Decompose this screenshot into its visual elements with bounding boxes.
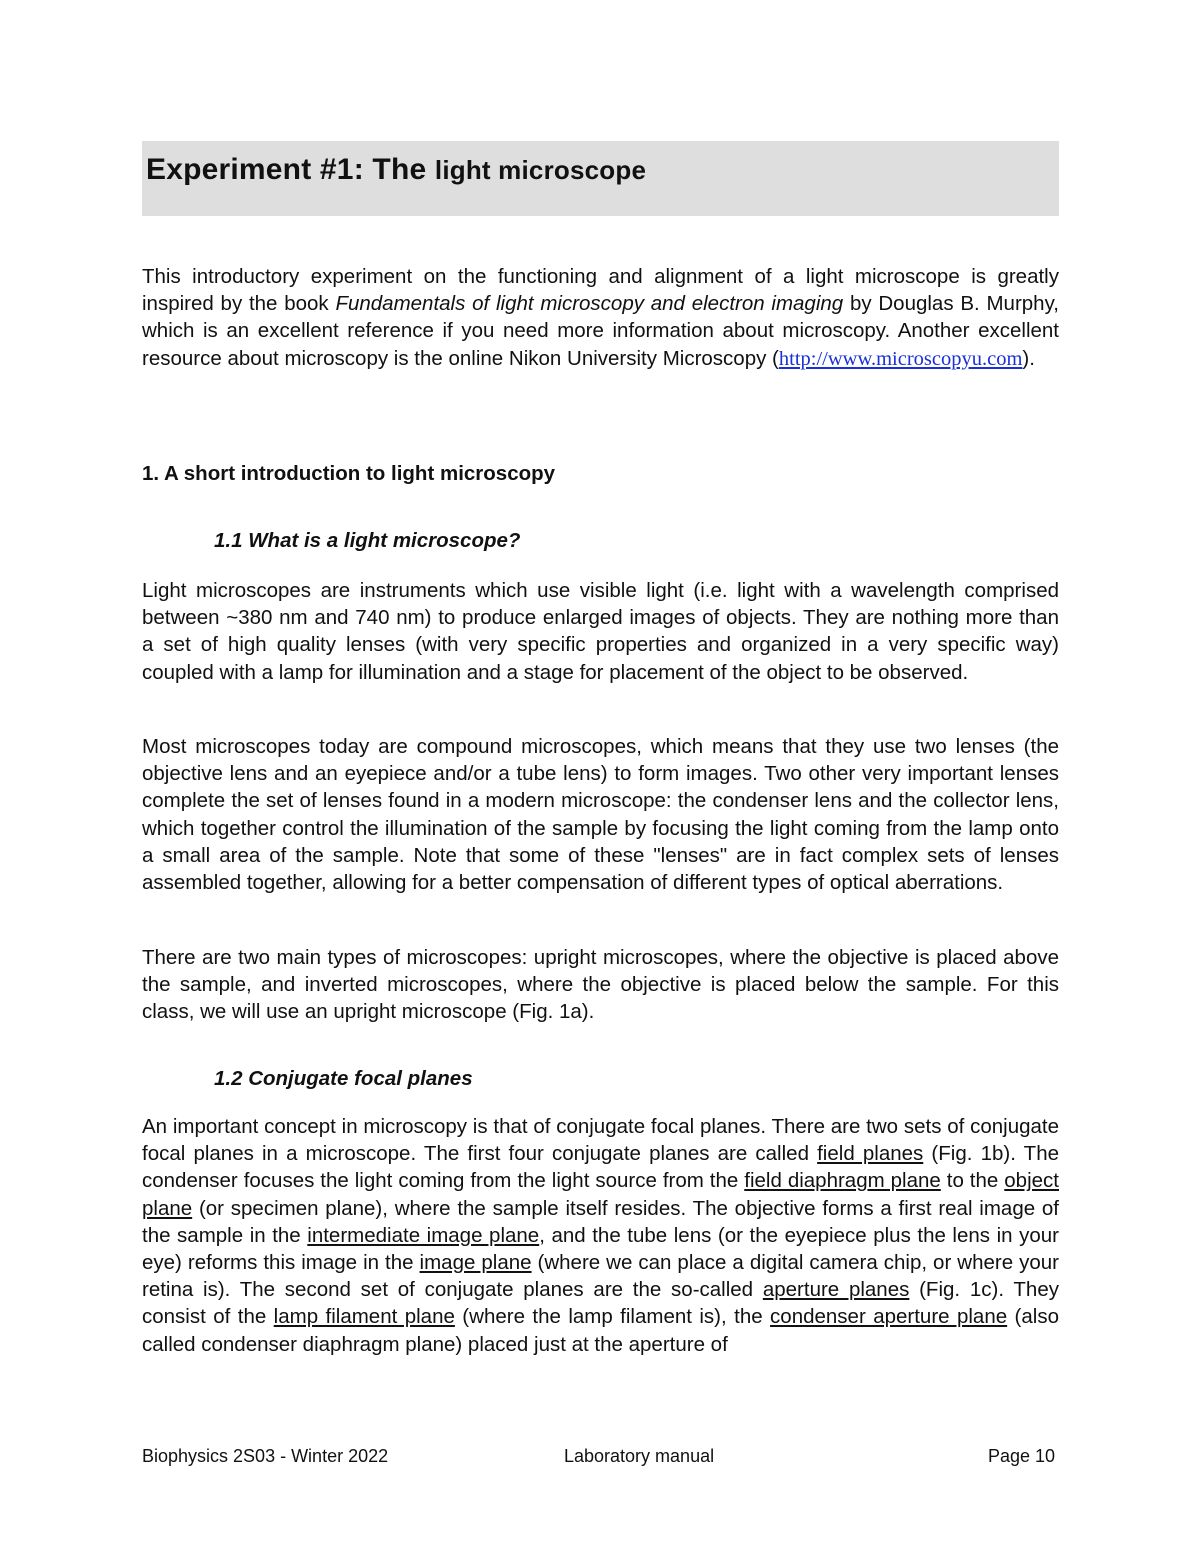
term-field-diaphragm-plane: field diaphragm plane bbox=[744, 1169, 941, 1193]
term-condenser-aperture-plane: condenser aperture plane bbox=[770, 1305, 1008, 1329]
term-image-plane: image plane bbox=[419, 1251, 532, 1275]
page-title bbox=[146, 153, 646, 187]
section-heading: 1. A short introduction to light microscopy bbox=[142, 462, 556, 485]
intro-text-2: by Douglas B. Murphy, which is an excellent reference if you need more information about microscopy. Another excellent resource about microscopy is the online Nikon University Microscopy ( bbox=[142, 292, 1060, 370]
paragraph-compound-microscopes: Most microscopes today are compound microscopes, which means that they use two lenses (the objective lens and an eyepiece and/or a tube lens) to form images. Two other very important lenses complete the set of lenses found in a modern microscope: the condenser lens and the collector lens, which together control the illumination of the sample by focusing the light coming from the lamp onto a small area of the sample. Note that some of these "lenses" are in fact complex sets of lenses assembled together, allowing for a better compensation of different types of optical aberrations. bbox=[142, 735, 1059, 895]
term-lamp-filament-plane: lamp filament plane bbox=[273, 1305, 455, 1329]
book-title: Fundamentals of light microscopy and electron imaging bbox=[335, 292, 844, 316]
paragraph-microscope-types: There are two main types of microscopes: upright microscopes, where the objective is placed above the sample, and inverted microscopes, where the objective is placed below the sample. For this class, we will use an upright microscope (Fig. 1a). bbox=[142, 946, 1059, 1024]
conjugate-text-7: (Fig. 1c). They consist of the bbox=[142, 1278, 1059, 1329]
intro-text-3: ). bbox=[1022, 346, 1035, 370]
conjugate-text-1: An important concept in microscopy is that of conjugate focal planes. There are two sets of conjugate focal planes in a microscope. The first four conjugate planes are called bbox=[142, 1115, 1059, 1166]
microscopyu-link[interactable]: http://www.microscopyu.com bbox=[778, 347, 1023, 370]
subsection-heading-1-1: 1.1 What is a light microscope? bbox=[214, 529, 521, 552]
paragraph-light-microscopes: Light microscopes are instruments which use visible light (i.e. light with a wavelength comprised between ~380 nm and 740 nm) to produce enlarged images of objects. They are nothing more than a set of high quality lenses (with very specific properties and organized in a very specific way) coupled with a lamp for illumination and a stage for placement of the object to be observed. bbox=[142, 579, 1059, 684]
intro-text-1: This introductory experiment on the functioning and alignment of a light microscope is greatly inspired by the book bbox=[142, 265, 1059, 316]
footer-manual: Laboratory manual bbox=[564, 1446, 715, 1466]
conjugate-text-9: (also called condenser diaphragm plane) placed just at the aperture of bbox=[142, 1305, 1059, 1356]
title-banner bbox=[142, 141, 1059, 216]
conjugate-text-3: to the bbox=[940, 1169, 1005, 1193]
term-aperture-planes: aperture planes bbox=[762, 1278, 910, 1302]
conjugate-text-8: (where the lamp filament is), the bbox=[454, 1305, 771, 1329]
conjugate-text-2: (Fig. 1b). The condenser focuses the light coming from the light source from the bbox=[142, 1142, 1059, 1193]
intro-paragraph bbox=[142, 263, 1059, 373]
conjugate-text-4: (or specimen plane), where the sample itself resides. The objective forms a first real image of the sample in the bbox=[142, 1196, 1059, 1247]
title-part-1: Experiment #1: The bbox=[146, 153, 435, 186]
conjugate-text-5: , and the tube lens (or the eyepiece plus the lens in your eye) reforms this image in the bbox=[142, 1223, 1059, 1275]
footer-course: Biophysics 2S03 - Winter 2022 bbox=[142, 1446, 389, 1466]
term-field-planes: field planes bbox=[817, 1142, 924, 1166]
paragraph-conjugate-planes bbox=[142, 1113, 1059, 1358]
term-object-plane: object plane bbox=[142, 1169, 1059, 1220]
footer-page-number: Page 10 bbox=[987, 1446, 1055, 1466]
term-intermediate-image-plane: intermediate image plane bbox=[307, 1223, 540, 1247]
subsection-heading-1-2: 1.2 Conjugate focal planes bbox=[214, 1067, 473, 1090]
title-part-2: light microscope bbox=[434, 155, 647, 185]
conjugate-text-6: (where we can place a digital camera chip, or where your retina is). The second set of conjugate planes are the so-called bbox=[142, 1251, 1059, 1302]
